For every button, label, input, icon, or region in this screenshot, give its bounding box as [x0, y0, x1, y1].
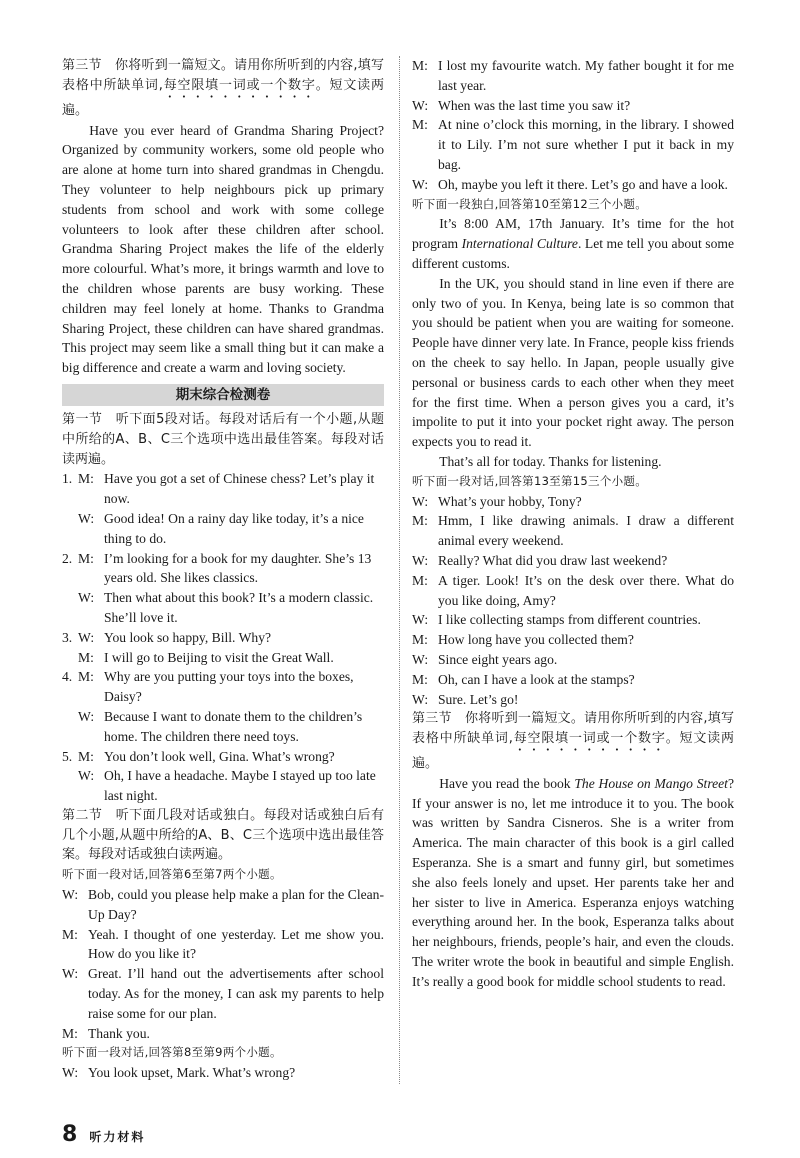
section1-instructions: 第一节 听下面5段对话。每段对话后有一个小题,从题中所给的A、B、C三个选项中选出最佳答案。每段对话读两遍。	[62, 411, 384, 467]
dialogue-2-line-1: 2. M: I’m looking for a book for my daughter. She’s 13 years old. She likes classics.	[62, 550, 372, 586]
conv-13-15-line: M: A tiger. Look! It’s on the desk over there. What do you like doing, Amy?	[412, 572, 734, 608]
conv-8-9-line: W: When was the last time you saw it?	[412, 97, 631, 113]
dialogue-5-line-2: W: Oh, I have a headache. Maybe I stayed up too late last night.	[78, 768, 376, 804]
dialogue-3-line-1: 3. W: You look so happy, Bill. Why?	[62, 629, 272, 645]
exam-banner: 期末综合检测卷	[62, 384, 384, 406]
grandma-sharing-passage: Have you ever heard of Grandma Sharing Project? Organized by community workers, some old people who are alone at home turn into shared grandmas in Chengdu. They volunteer to help neighbours pick up primary students from school and work with some college volunteers to look after these children after school. Grandma Sharing Project makes the life of the elderly more colourful. What’s more, it brings warmth and love to the children whose parents are busy working. These children may feel lonely at home. Thanks to Grandma Sharing Project, these children can have shared grandmas. This project may seem like a small thing but it can make a big difference and create a warm and loving society.	[62, 122, 384, 376]
column-divider	[399, 56, 400, 1084]
cue-questions-8-9: 听下面一段对话,回答第8至第9两个小题。	[62, 1045, 282, 1060]
conv-13-15-line: W: I like collecting stamps from different countries.	[412, 612, 701, 628]
conv-8-9-line: W: Oh, maybe you left it there. Let’s go and have a look.	[412, 176, 728, 192]
cue-questions-13-15: 听下面一段对话,回答第13至第15三个小题。	[412, 473, 648, 488]
conversation-13-15	[412, 492, 734, 710]
conv-13-15-line: W: Sure. Let’s go!	[412, 691, 519, 707]
dialogue-2-line-2: W: Then what about this book? It’s a modern classic. She’ll love it.	[78, 590, 374, 625]
dialogue-4-line-1: 4. M: Why are you putting your toys into the boxes, Daisy?	[62, 669, 354, 705]
section3-instructions: 第三节 你将听到一篇短文。请用你所听到的内容,填写表格中所缺单词,每空限填一词或一个数字。短文读两遍。	[62, 58, 384, 118]
monologue-paragraph-2: In the UK, you should stand in line even if there are only two of you. In Kenya, being late is so common that you should be patient when you are waiting for someone. People have dinner very late. In France, people kiss friends on the cheek to say hello. In Japan, people usually give personal or business cards to each other when they meet for the first time. When a person gives you a card, it’s impolite to put it into your pocket right away. The person expects you to read it.	[412, 275, 734, 450]
dialogue-4-line-2: W: Because I want to donate them to the children’s home. The children there need toys.	[78, 708, 363, 744]
conv-6-7-line: W: Great. I’ll hand out the advertisements after school today. As for the money, I can ask my parents to help raise some for our plan.	[62, 966, 384, 1021]
section2-instructions: 第二节 听下面几段对话或独白。每段对话或独白后有几个小题,从题中所给的A、B、C三个选项中选出最佳答案。每段对话或独白读两遍。	[62, 807, 384, 863]
conv-13-15-line: W: What’s your hobby, Tony?	[412, 493, 582, 509]
left-column	[62, 56, 384, 1083]
mango-street-passage: Have you read the book The House on Mango Street? If your answer is no, let me introduce it to you. The book was written by Sandra Cisneros. She is a writer from America. The main character of this book is a girl called Esperanza. She is a smart and funny girl, but sometimes she also feels lonely and upset. Her parents take her and her sister to live in America. Esperanza enjoys watching everything around her. In the book, Esperanza talks about her neighbours, friends, people’s hair, and even the clouds. The writer wrote the book in beautiful and simple English. It’s really a good book for middle school students to read.	[412, 775, 734, 989]
conv-13-15-line: W: Since eight years ago.	[412, 651, 558, 667]
conv-8-9-line: M: At nine o’clock this morning, in the library. I showed it to Lily. I’m not sure whether I put it back in my bag.	[412, 117, 734, 172]
page-footer	[62, 1122, 145, 1147]
dialogue-list	[62, 469, 384, 806]
dialogue-1-line-2: W: Good idea! On a rainy day like today, it’s a nice thing to do.	[78, 510, 364, 546]
dialogue-3-line-2: M: I will go to Beijing to visit the Great Wall.	[78, 649, 334, 665]
section3-instructions-2: 第三节 你将听到一篇短文。请用你所听到的内容,填写表格中所缺单词,每空限填一词或一个数字。短文读两遍。	[412, 711, 734, 772]
conv-13-15-line: W: Really? What did you draw last weekend?	[412, 552, 668, 568]
book-title: The House on Mango Street	[574, 775, 728, 791]
monologue-paragraph-1: It’s 8:00 AM, 17th January. It’s time for the hot program International Culture. Let me tell you about some different customs.	[412, 216, 734, 271]
conversation-8-9	[412, 56, 734, 195]
cue-questions-10-12: 听下面一段独白,回答第10至第12三个小题。	[412, 196, 648, 211]
conv-6-7-line: M: Thank you.	[62, 1025, 150, 1041]
conv-13-15-line: M: Oh, can I have a look at the stamps?	[412, 671, 635, 687]
conv-6-7-line: W: Bob, could you please help make a plan for the Clean-Up Day?	[62, 887, 384, 922]
cue-questions-6-7: 听下面一段对话,回答第6至第7两个小题。	[62, 867, 282, 882]
conversation-6-7	[62, 885, 384, 1043]
conv-13-15-line: M: Hmm, I like drawing animals. I draw a different animal every weekend.	[412, 513, 734, 549]
conv-8-9-line: W: You look upset, Mark. What’s wrong?	[62, 1065, 296, 1081]
monologue-paragraph-3: That’s all for today. Thanks for listening.	[439, 453, 662, 469]
right-column	[412, 56, 734, 992]
page-number: 8	[62, 1122, 78, 1147]
conv-6-7-line: M: Yeah. I thought of one yesterday. Let me show you. How do you like it?	[62, 926, 384, 962]
dialogue-5-line-1: 5. M: You don’t look well, Gina. What’s wrong?	[62, 748, 335, 764]
footer-label: 听力材料	[89, 1130, 146, 1144]
program-title: International Culture	[461, 236, 578, 252]
dialogue-1-line-1: 1. M: Have you got a set of Chinese chess? Let’s play it now.	[62, 471, 375, 507]
conv-13-15-line: M: How long have you collected them?	[412, 632, 634, 648]
conv-8-9-line: M: I lost my favourite watch. My father bought it for me last year.	[412, 58, 734, 93]
